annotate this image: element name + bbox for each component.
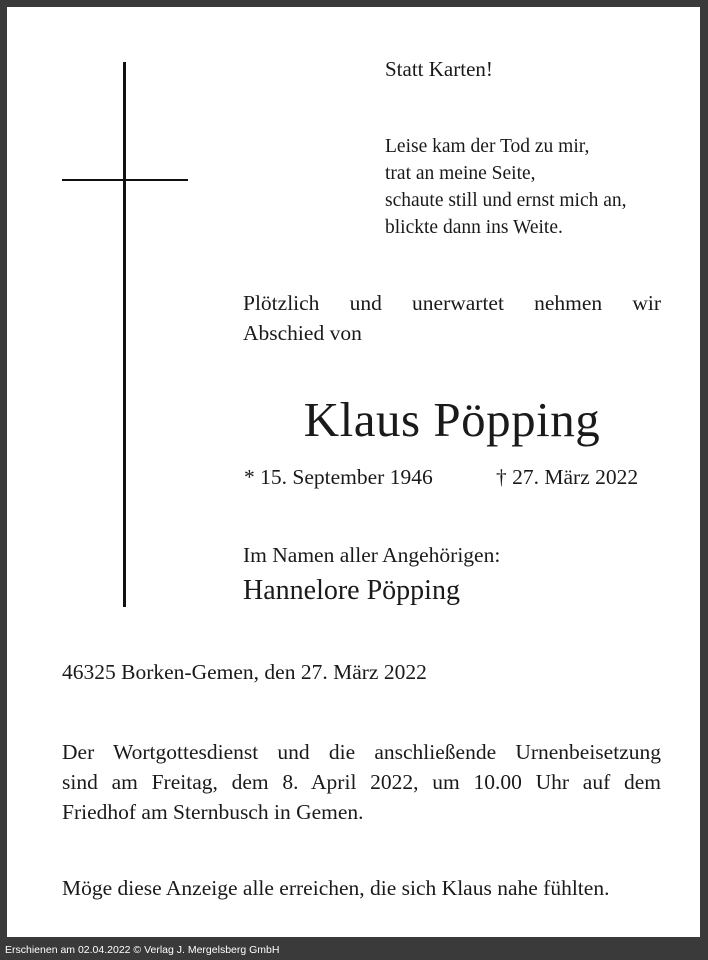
header-text: Statt Karten! [385,57,493,81]
birth-date: * 15. September 1946 [244,465,433,489]
death-date: † 27. März 2022 [496,465,639,489]
service-line: Der Wortgottesdienst und die anschließende Urnenbeisetzung [62,740,661,764]
signer-name: Hannelore Pöpping [243,575,460,606]
obituary-card [7,7,700,937]
poem [385,133,627,241]
intro-line: Abschied von [243,321,362,345]
cross-icon [123,62,126,607]
intro-text [243,288,661,348]
service-line: Friedhof am Sternbusch in Gemen. [62,800,364,824]
place-date: 46325 Borken-Gemen, den 27. März 2022 [62,660,427,684]
closing-text: Möge diese Anzeige alle erreichen, die sich Klaus nahe fühlten. [62,876,610,900]
poem-line: trat an meine Seite, [385,163,536,184]
service-info [62,737,661,827]
poem-line: Leise kam der Tod zu mir, [385,136,590,157]
cross-icon-crossbar [62,179,188,181]
intro-line: Plötzlich und unerwartet nehmen wir [243,291,661,315]
publication-footer: Erschienen am 02.04.2022 © Verlag J. Mergelsberg GmbH [5,944,280,956]
service-line: sind am Freitag, dem 8. April 2022, um 10.00 Uhr auf dem [62,770,661,794]
deceased-name: Klaus Pöpping [303,392,601,447]
on-behalf-text: Im Namen aller Angehörigen: [243,543,501,567]
poem-line: blickte dann ins Weite. [385,217,563,238]
poem-line: schaute still und ernst mich an, [385,190,627,211]
